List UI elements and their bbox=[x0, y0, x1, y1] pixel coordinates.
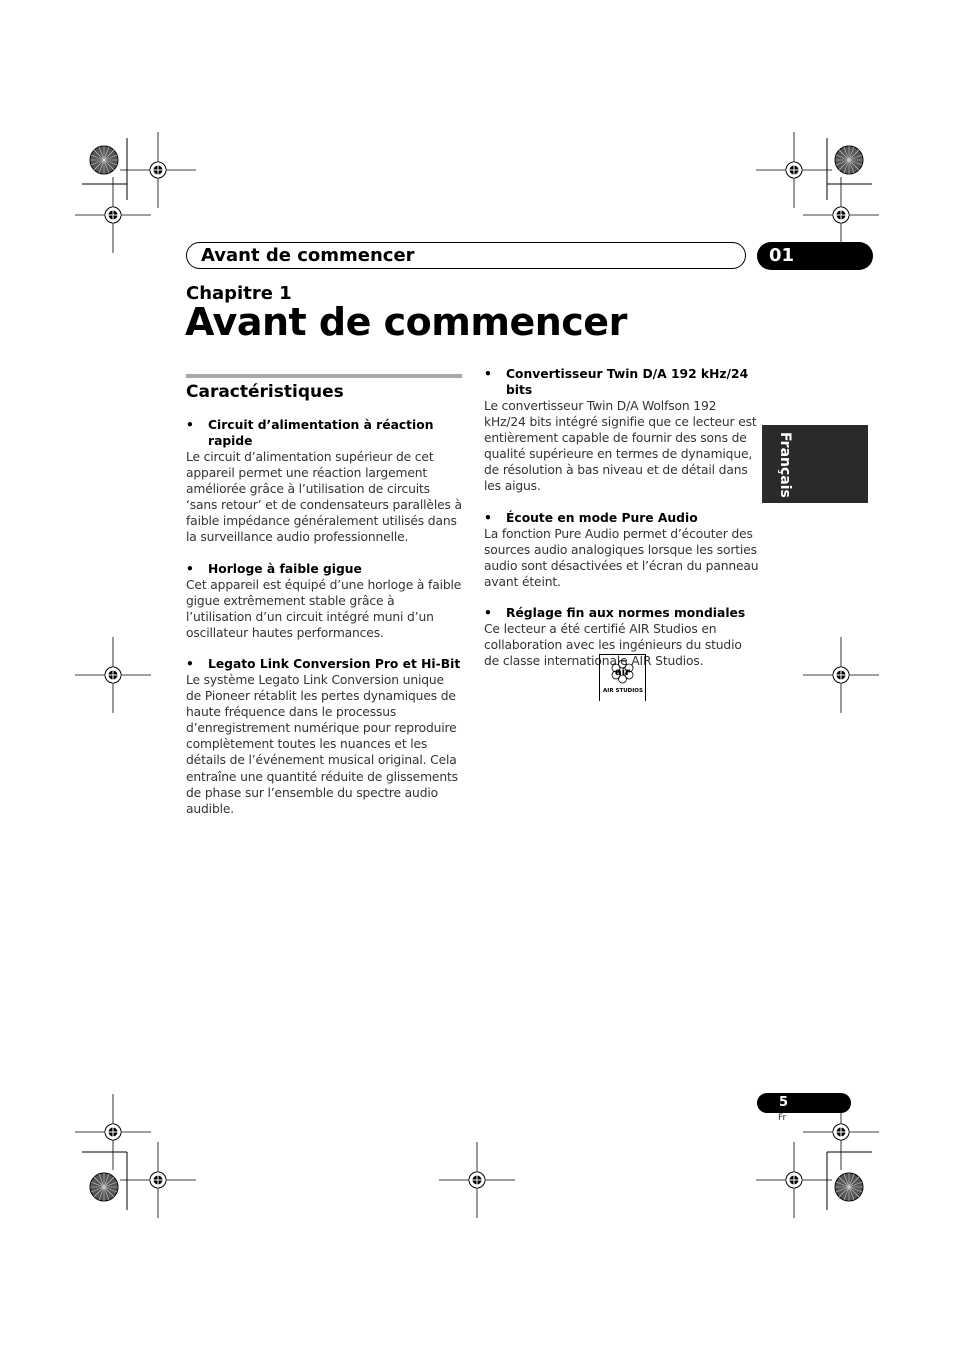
feature-heading: Réglage fin aux normes mondiales bbox=[506, 605, 746, 620]
chapter-number-badge bbox=[757, 242, 873, 270]
running-header bbox=[186, 242, 746, 269]
bullet-icon: • bbox=[186, 656, 194, 671]
feature-item bbox=[186, 417, 462, 546]
feature-heading: Circuit d’alimentation à réaction rapide bbox=[208, 418, 434, 448]
feature-text: Le convertisseur Twin D/A Wolfson 192 kHz/24 bits intégré signifie que ce lecteur est entièrement capable de fournir des sons de qualité supérieure en termes de dynamique, de résolution à bas niveau et de détail dans les aigus. bbox=[484, 399, 757, 494]
air-studios-emblem-icon bbox=[600, 655, 645, 689]
page-number-badge bbox=[757, 1093, 851, 1113]
feature-text: Cet appareil est équipé d’une horloge à faible gigue extrêmement stable grâce à l’utilisation d’un circuit intégré muni d’un oscillateur hautes performances. bbox=[186, 577, 462, 640]
bullet-icon: • bbox=[484, 510, 492, 525]
svg-text:air: air bbox=[614, 667, 631, 678]
feature-text: Le circuit d’alimentation supérieur de cet appareil permet une réaction largement améliorée grâce à l’utilisation de circuits ‘sans retour’ et de condensateurs parallèles à faible impédance généralement utilisés dans la surveillance audio professionnelle. bbox=[186, 450, 462, 545]
feature-heading: Horloge à faible gigue bbox=[208, 561, 362, 576]
bullet-icon: • bbox=[186, 418, 194, 432]
feature-heading: Convertisseur Twin D/A 192 kHz/24 bits bbox=[506, 367, 749, 397]
page-number: 5 bbox=[779, 1095, 789, 1110]
feature-text: La fonction Pure Audio permet d’écouter des sources audio analogiques lorsque les sorties audio sont désactivées et l’écran du panneau avant éteint. bbox=[484, 526, 759, 589]
section-divider bbox=[186, 374, 462, 378]
feature-text: Ce lecteur a été certifié AIR Studios en collaboration avec les ingénieurs du studio de classe internationale AIR Studios. bbox=[484, 621, 742, 669]
air-studios-logo bbox=[599, 654, 646, 701]
chapter-label: Chapitre 1 bbox=[186, 283, 292, 304]
bullet-icon: • bbox=[484, 367, 492, 381]
language-tab-label: Français bbox=[777, 432, 793, 498]
chapter-number: 01 bbox=[769, 245, 795, 266]
feature-item bbox=[186, 561, 462, 641]
right-column bbox=[484, 366, 760, 684]
running-header-title: Avant de commencer bbox=[201, 245, 415, 266]
feature-heading: Legato Link Conversion Pro et Hi-Bit bbox=[208, 656, 461, 671]
section-title: Caractéristiques bbox=[186, 382, 344, 402]
feature-heading: Écoute en mode Pure Audio bbox=[506, 510, 698, 525]
left-column bbox=[186, 374, 462, 832]
page-title: Avant de commencer bbox=[185, 300, 627, 344]
feature-item bbox=[484, 510, 760, 590]
page-language-code: Fr bbox=[778, 1113, 787, 1123]
feature-item bbox=[186, 656, 462, 817]
bullet-icon: • bbox=[484, 605, 492, 620]
feature-text: Le système Legato Link Conversion unique de Pioneer rétablit les pertes dynamiques de haute fréquence dans le processus d’enregistrement numérique pour reproduire complètement toutes les nuances et les détails de l’événement musical original. Cela entraîne une quantité réduite de glissements de phase sur l’ensemble du spectre audio audible. bbox=[186, 672, 458, 816]
bullet-icon: • bbox=[186, 561, 194, 576]
air-studios-logo-text: AIR STUDIOS bbox=[603, 688, 643, 694]
feature-item bbox=[484, 366, 760, 495]
